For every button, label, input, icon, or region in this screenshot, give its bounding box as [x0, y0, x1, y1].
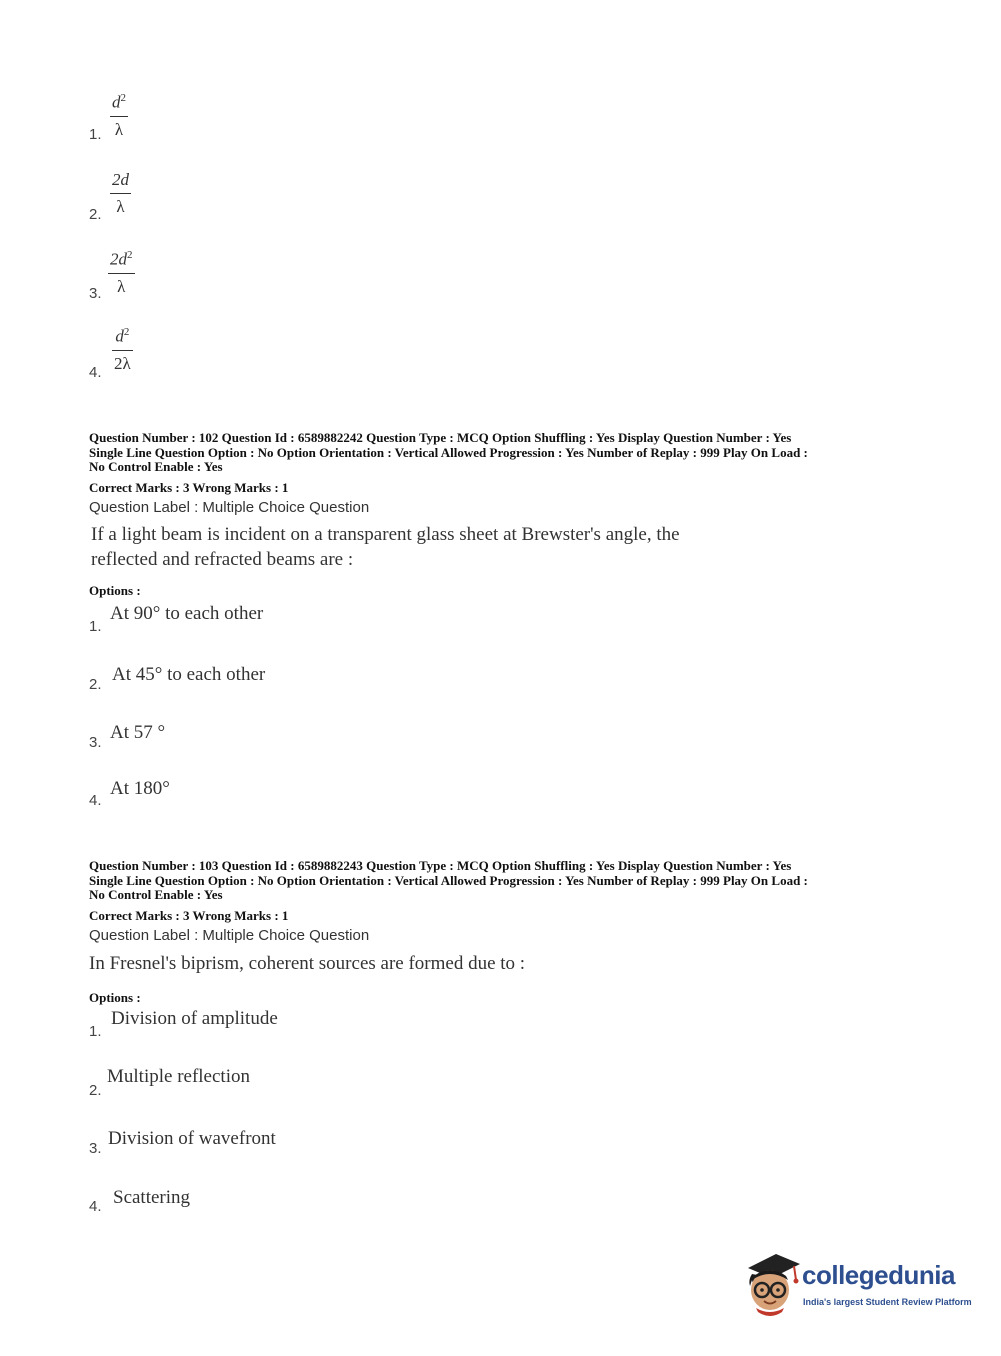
option-number: 3.: [89, 285, 102, 302]
option-number: 4.: [89, 364, 102, 381]
option-number: 4.: [89, 792, 102, 809]
options-heading: Options :: [89, 583, 141, 598]
fraction: 2d λ: [112, 170, 129, 216]
option-text: At 57 °: [110, 722, 166, 743]
options-heading: Options :: [89, 990, 141, 1005]
option-text: At 45° to each other: [112, 664, 266, 685]
fraction: $d^2$ λ: [112, 92, 126, 139]
option-number: 4.: [89, 1198, 102, 1215]
option-text: Multiple reflection: [107, 1066, 250, 1087]
collegedunia-logo[interactable]: [742, 1250, 972, 1320]
question-text: In Fresnel's biprism, coherent sources are formed due to :: [89, 953, 526, 974]
question-meta: Question Number : 102 Question Id : 6589882242 Question Type : MCQ Option Shuffling : Yes Display Question Number : Yes Single Line Question Option : No Option Orientation : Vertical Allowed Progression : Yes Number of Replay : 999 Play On Load : No Control Enable : Yes: [89, 430, 808, 474]
option-text: Scattering: [113, 1187, 191, 1208]
brand-tagline: India's largest Student Review Platform: [803, 1297, 972, 1307]
question-label: Question Label : Multiple Choice Question: [89, 499, 370, 516]
option-text: Division of wavefront: [108, 1128, 276, 1149]
fraction: $d^2$ 2λ: [114, 326, 131, 373]
option-number: 3.: [89, 1140, 102, 1157]
fraction: $2d^2$ λ: [110, 249, 133, 296]
option-text: At 180°: [110, 778, 170, 799]
option-number: 1.: [89, 618, 102, 635]
option-number: 3.: [89, 734, 102, 751]
option-number: 2.: [89, 1082, 102, 1099]
option-number: 2.: [89, 676, 102, 693]
brand-name: collegedunia: [802, 1260, 955, 1290]
question-label: Question Label : Multiple Choice Question: [89, 927, 370, 944]
option-number: 1.: [89, 126, 102, 143]
question-meta: Question Number : 103 Question Id : 6589882243 Question Type : MCQ Option Shuffling : Yes Display Question Number : Yes Single Line Question Option : No Option Orientation : Vertical Allowed Progression : Yes Number of Replay : 999 Play On Load : No Control Enable : Yes: [89, 858, 808, 902]
question-text: If a light beam is incident on a transparent glass sheet at Brewster's angle, the reflected and refracted beams are :: [91, 524, 680, 570]
mascot-icon: [742, 1250, 802, 1320]
question-marks: Correct Marks : 3 Wrong Marks : 1: [89, 480, 289, 495]
option-number: 2.: [89, 206, 102, 223]
option-text: Division of amplitude: [111, 1008, 278, 1029]
option-number: 1.: [89, 1023, 102, 1040]
option-text: At 90° to each other: [110, 603, 264, 624]
question-marks: Correct Marks : 3 Wrong Marks : 1: [89, 908, 289, 923]
